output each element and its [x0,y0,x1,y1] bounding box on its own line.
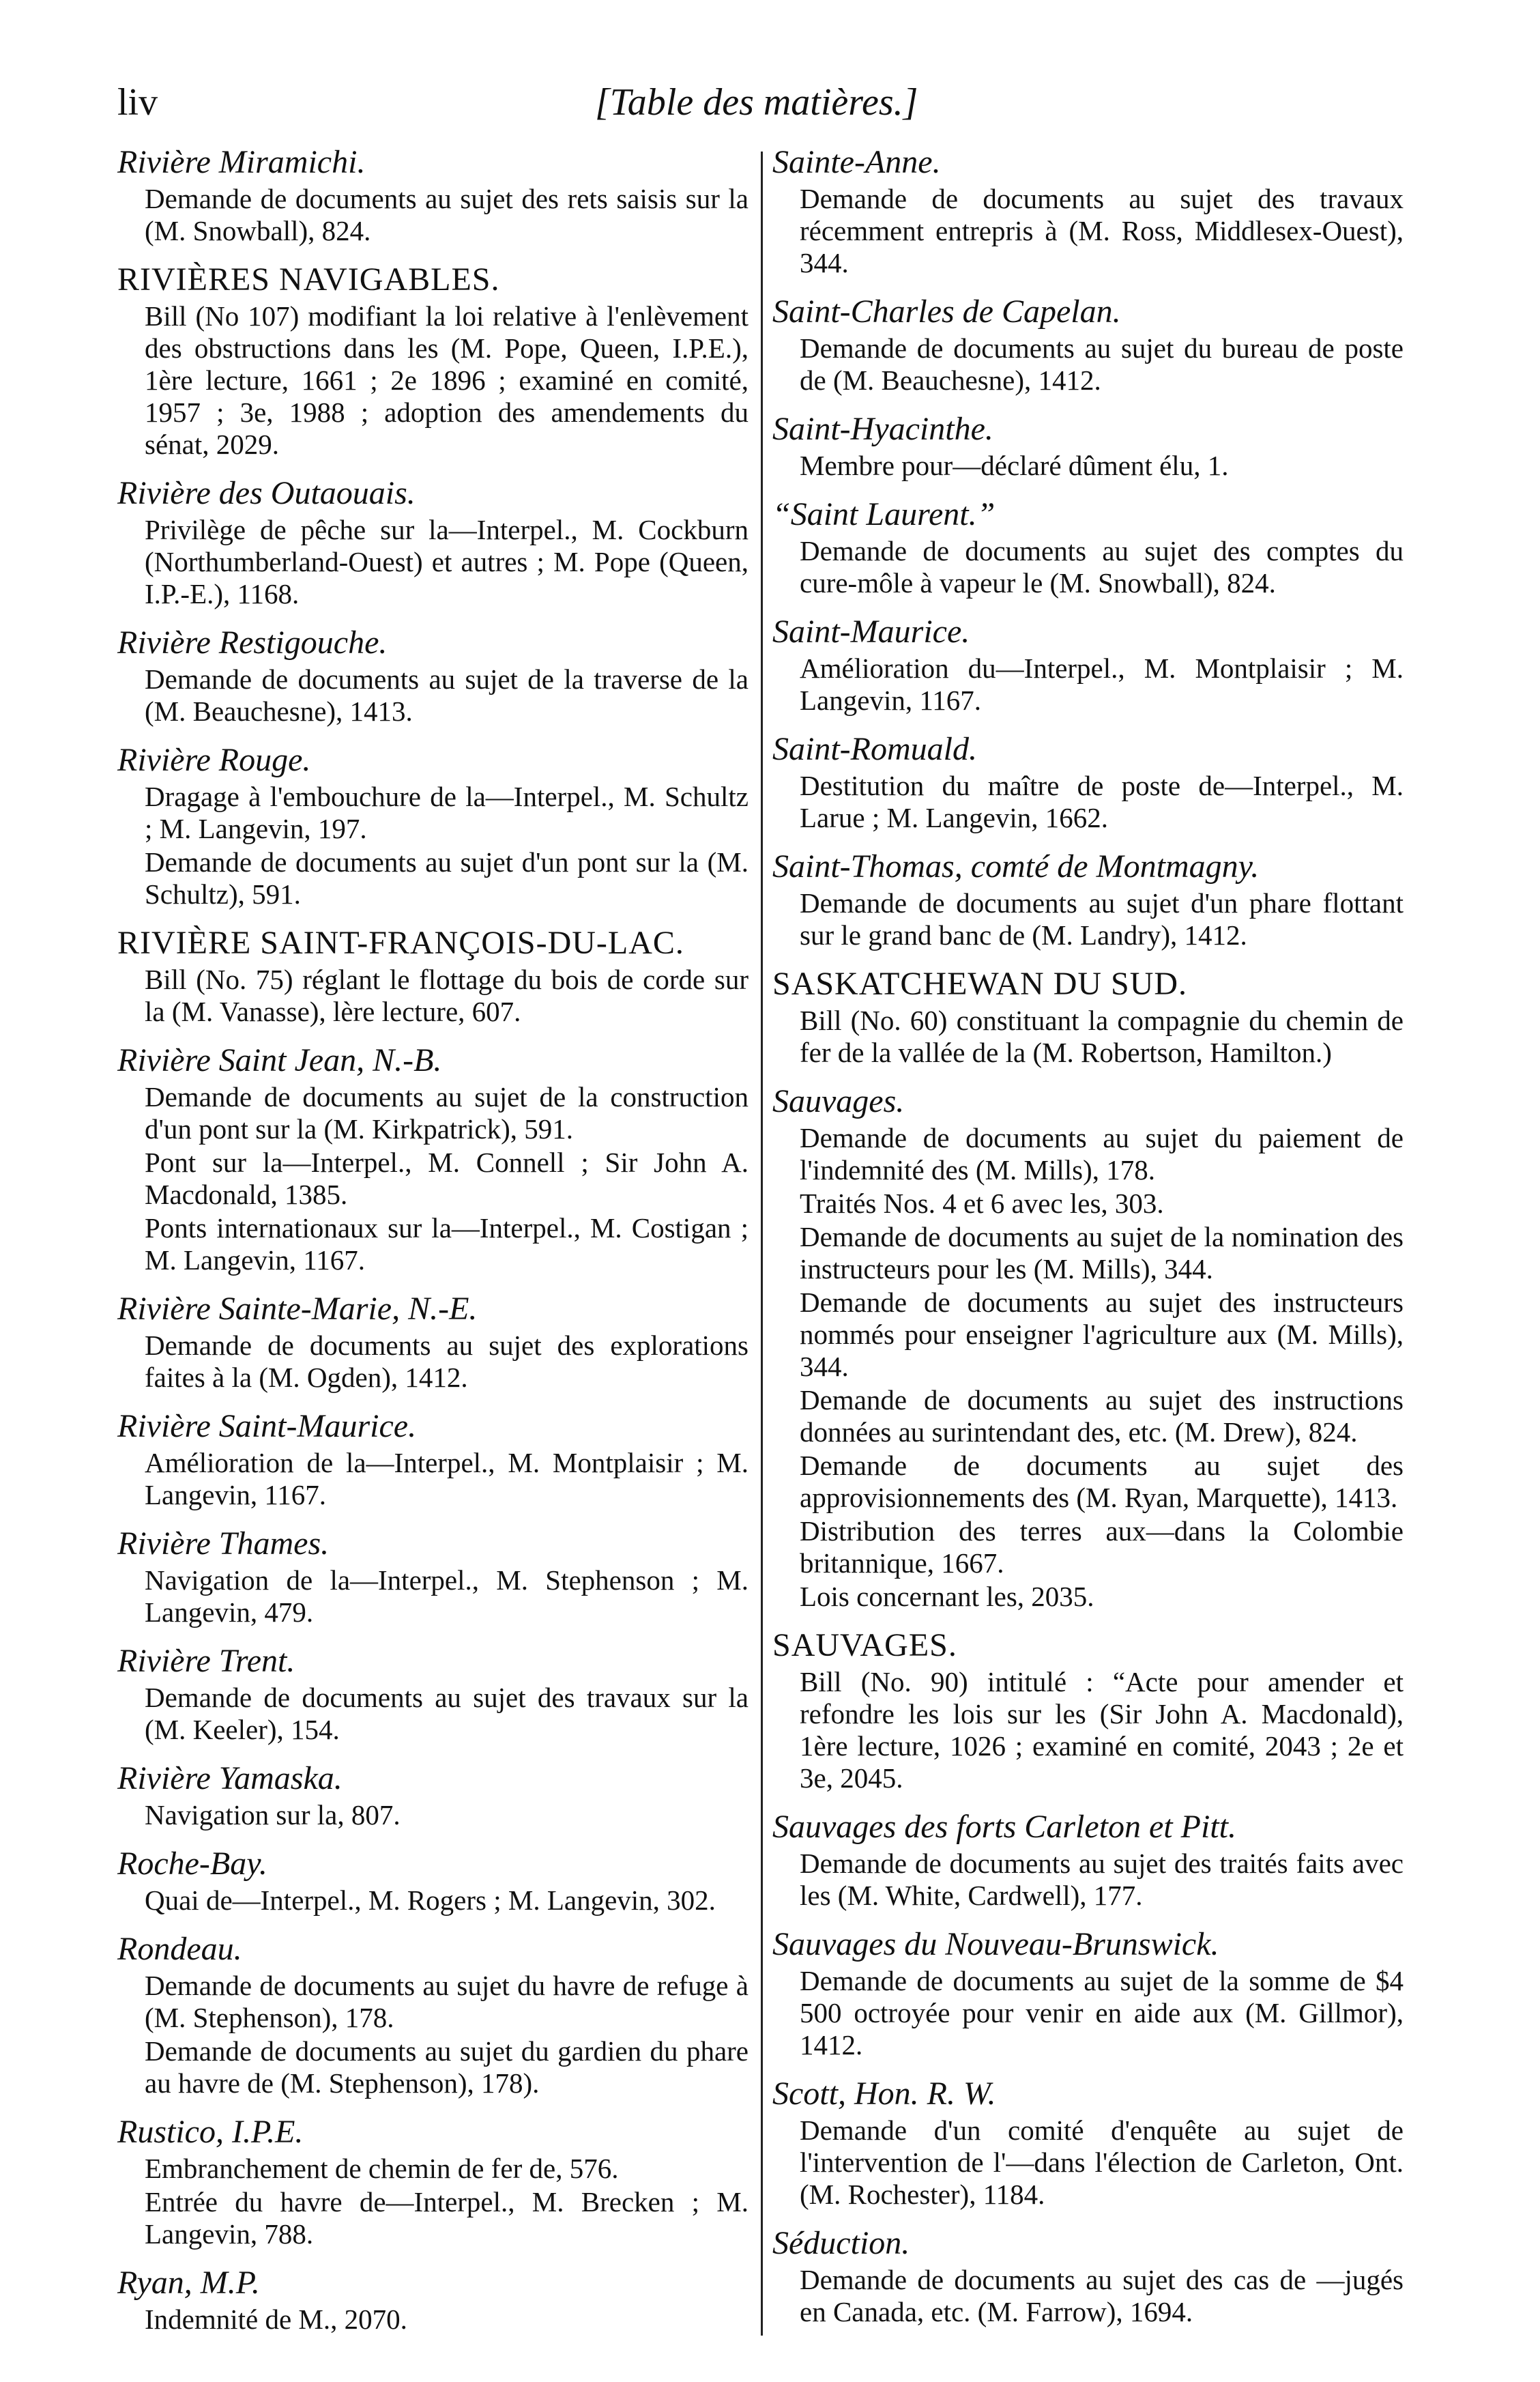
entry-heading: RIVIÈRES NAVIGABLES. [117,261,500,298]
entry-reference: Demande de documents au sujet de la construction d'un pont sur la (M. Kirkpatrick), 591. [145,1081,749,1145]
entry-reference: Demande de documents au sujet des cas de —jugés en Canada, etc. (M. Farrow), 1694. [800,2264,1404,2327]
entry-heading: Saint-Thomas, comté de Montmagny. [772,848,1260,885]
entry-heading: Saint-Maurice. [772,614,970,650]
page-number: liv [117,81,158,124]
entry-heading: Saint-Hyacinthe. [772,411,993,447]
index-entry [772,966,1404,1069]
entry-reference: Amélioration de la—Interpel., M. Montplaisir ; M. Langevin, 1167. [145,1447,749,1510]
entry-reference: Lois concernant les, 2035. [800,1581,1094,1612]
entry-reference: Membre pour—déclaré dûment élu, 1. [800,450,1229,481]
left-column [117,145,749,2351]
index-entry [772,2076,1404,2211]
index-entry [117,1043,749,1276]
entry-reference: Navigation sur la, 807. [145,1799,401,1831]
entry-heading: Saint-Romuald. [772,731,977,767]
entry-heading: Sainte-Anne. [772,144,941,180]
entry-heading: Scott, Hon. R. W. [772,2076,996,2112]
entry-reference: Demande de documents au sujet des rets saisis sur la (M. Snowball), 824. [145,183,749,246]
entry-reference: Demande de documents au sujet de la nomination des instructeurs pour les (M. Mills), 344. [800,1221,1404,1285]
entry-reference: Destitution du maître de poste de—Interpel., M. Larue ; M. Langevin, 1662. [800,770,1404,833]
entry-reference: Demande de documents au sujet des traités faits avec les (M. White, Cardwell), 177. [800,1848,1404,1911]
index-entry [117,743,749,910]
entry-reference: Embranchement de chemin de fer de, 576. [145,2153,619,2184]
entry-reference: Demande de documents au sujet des explorations faites à la (M. Ogden), 1412. [145,1330,749,1393]
entry-heading: Rivière Restigouche. [117,625,388,661]
entry-reference: Traités Nos. 4 et 6 avec les, 303. [800,1188,1164,1219]
entry-reference: Bill (No. 60) constituant la compagnie du chemin de fer de la vallée de la (M. Robertson, Hamilton.) [800,1005,1404,1068]
column-divider [761,152,763,2336]
index-entry [772,1628,1404,1794]
index-entry [772,2226,1404,2328]
entry-heading: Rivière des Outaouais. [117,475,416,511]
index-entry [772,1809,1404,1912]
entry-reference: Demande de documents au sujet du gardien du phare au havre de (M. Stephenson), 178). [145,2035,749,2099]
index-entry [117,1291,749,1394]
entry-reference: Demande de documents au sujet des instructeurs nommés pour enseigner l'agriculture aux (M. Mills), 344. [800,1287,1404,1382]
entry-reference: Quai de—Interpel., M. Rogers ; M. Langevin, 302. [145,1884,716,1916]
entry-heading: Rivière Saint Jean, N.-B. [117,1042,442,1078]
entry-heading: RIVIÈRE SAINT-FRANÇOIS-DU-LAC. [117,925,684,961]
index-entry [772,1084,1404,1613]
entry-reference: Distribution des terres aux—dans la Colombie britannique, 1667. [800,1515,1404,1579]
entry-heading: Rivière Thames. [117,1525,330,1562]
entry-reference: Demande de documents au sujet du bureau de poste de (M. Beauchesne), 1412. [800,332,1404,396]
entry-reference: Demande de documents au sujet des travaux récemment entrepris à (M. Ross, Middlesex-Ouest), 344. [800,183,1404,278]
index-entry [117,262,749,461]
entry-reference: Demande de documents au sujet de la somme de $4 500 octroyée pour venir en aide aux (M. Gillmor), 1412. [800,1965,1404,2061]
entry-heading: Roche-Bay. [117,1846,267,1882]
entry-heading: Rivière Sainte-Marie, N.-E. [117,1291,478,1327]
index-entry [772,294,1404,397]
index-entry [772,412,1404,482]
entry-reference: Bill (No. 75) réglant le flottage du bois de corde sur la (M. Vanasse), lère lecture, 607. [145,964,749,1027]
index-entry [117,2114,749,2250]
entry-reference: Demande de documents au sujet de la traverse de la (M. Beauchesne), 1413. [145,663,749,727]
index-entry [772,614,1404,717]
entry-heading: Rivière Yamaska. [117,1760,343,1796]
index-entry [117,145,749,247]
entry-heading: Saint-Charles de Capelan. [772,293,1121,330]
index-entry [117,1846,749,1917]
entry-heading: Sauvages des forts Carleton et Pitt. [772,1809,1236,1845]
entry-heading: Rivière Saint-Maurice. [117,1408,417,1444]
entry-heading: “Saint Laurent.” [772,496,996,532]
entry-heading: Rivière Miramichi. [117,144,366,180]
index-entry [117,625,749,728]
index-entry [772,145,1404,279]
entry-reference: Privilège de pêche sur la—Interpel., M. Cockburn (Northumberland-Ouest) et autres ; M. Pope (Queen, I.P.-E.), 1168. [145,514,749,609]
entry-heading: Séduction. [772,2225,910,2261]
index-entry [772,732,1404,834]
entry-reference: Demande de documents au sujet des approvisionnements des (M. Ryan, Marquette), 1413. [800,1450,1404,1513]
page-header [117,81,1423,135]
entry-heading: Sauvages du Nouveau-Brunswick. [772,1926,1219,1962]
entry-reference: Ponts internationaux sur la—Interpel., M. Costigan ; M. Langevin, 1167. [145,1212,749,1276]
entry-reference: Demande de documents au sujet d'un pont sur la (M. Schultz), 591. [145,846,749,910]
index-entry [117,476,749,610]
entry-heading: Rivière Rouge. [117,742,311,778]
index-entry [117,1932,749,2099]
entry-reference: Navigation de la—Interpel., M. Stephenson ; M. Langevin, 479. [145,1564,749,1628]
entry-reference: Bill (No. 90) intitulé : “Acte pour amender et refondre les lois sur les (Sir John A. Macdonald), 1ère lecture, 1026 ; examiné en comité, 2043 ; 2e et 3e, 2045. [800,1666,1404,1794]
entry-reference: Demande d'un comité d'enquête au sujet de l'intervention de l'—dans l'élection de Carleton, Ont. (M. Rochester), 1184. [800,2114,1404,2210]
index-entry [117,925,749,1028]
index-entry [117,1761,749,1831]
entry-heading: Rivière Trent. [117,1643,295,1679]
entry-heading: Rustico, I.P.E. [117,2114,304,2150]
entry-reference: Pont sur la—Interpel., M. Connell ; Sir John A. Macdonald, 1385. [145,1147,749,1210]
entry-reference: Entrée du havre de—Interpel., M. Brecken ; M. Langevin, 788. [145,2186,749,2250]
entry-reference: Bill (No 107) modifiant la loi relative à l'enlèvement des obstructions dans les (M. Pope, Queen, I.P.E.), 1ère lecture, 1661 ; 2e 1896 ; examiné en comité, 1957 ; 3e, 1988 ; adoption des amendements du sénat, 2029. [145,300,749,460]
entry-heading: Ryan, M.P. [117,2265,260,2301]
index-entry [117,2265,749,2336]
entry-reference: Indemnité de M., 2070. [145,2304,407,2335]
entry-reference: Demande de documents au sujet des travaux sur la (M. Keeler), 154. [145,1682,749,1745]
entry-reference: Demande de documents au sujet d'un phare flottant sur le grand banc de (M. Landry), 1412. [800,887,1404,951]
index-entry [772,1927,1404,2061]
index-entry [772,497,1404,599]
index-entry [117,1644,749,1746]
entry-reference: Dragage à l'embouchure de la—Interpel., M. Schultz ; M. Langevin, 197. [145,781,749,844]
entry-reference: Demande de documents au sujet des instructions données au surintendant des, etc. (M. Drew), 824. [800,1384,1404,1448]
entry-reference: Demande de documents au sujet du paiement de l'indemnité des (M. Mills), 178. [800,1122,1404,1186]
entry-reference: Demande de documents au sujet du havre de refuge à (M. Stephenson), 178. [145,1970,749,2033]
index-entry [772,849,1404,951]
entry-reference: Demande de documents au sujet des comptes du cure-môle à vapeur le (M. Snowball), 824. [800,535,1404,599]
entry-heading: Rondeau. [117,1931,242,1967]
index-entry [117,1526,749,1628]
entry-heading: SASKATCHEWAN DU SUD. [772,966,1188,1002]
entry-heading: SAUVAGES. [772,1627,957,1663]
index-entry [117,1409,749,1511]
entry-heading: Sauvages. [772,1083,905,1119]
entry-reference: Amélioration du—Interpel., M. Montplaisir ; M. Langevin, 1167. [800,652,1404,716]
right-column [772,145,1404,2343]
running-title: [Table des matières.] [595,81,918,124]
